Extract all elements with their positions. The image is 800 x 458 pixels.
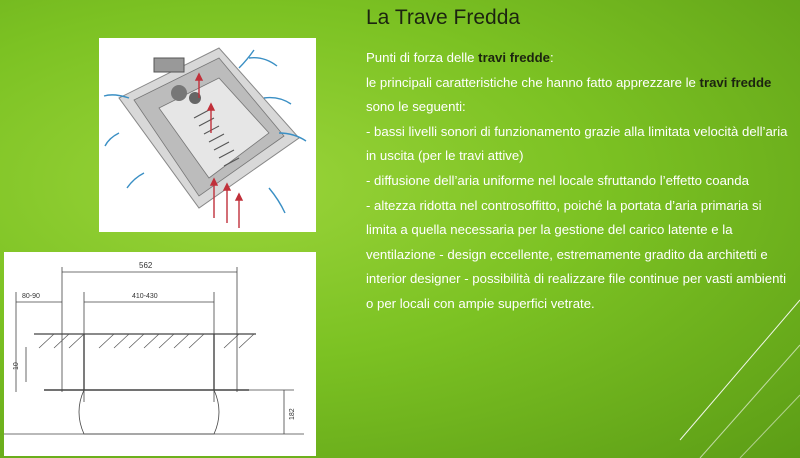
highlight-text: travi fredde <box>478 50 550 65</box>
body-paragraph <box>366 194 796 317</box>
technical-drawing-image <box>4 252 316 456</box>
dim-left-label: 80-90 <box>22 293 40 300</box>
body-text-segment: - diffusione dell’aria uniforme nel locale sfruttando l’effetto coanda <box>366 172 749 188</box>
dim-overall-label: 562 <box>139 261 153 270</box>
highlight-text: travi fredde <box>699 74 772 90</box>
body-paragraph <box>366 71 796 120</box>
dim-vertical-right-label: 182 <box>289 408 296 420</box>
body-text-segment: - bassi livelli sonori di funzionamento grazie alla limitata velocità dell’aria in uscita (per le travi attive) <box>366 123 788 164</box>
body-text-segment: Punti di forza delle <box>366 50 479 65</box>
cold-beam-3d-image <box>99 38 316 232</box>
body-text-segment: : <box>550 50 554 65</box>
body-paragraph <box>366 169 796 194</box>
dim-middle-label: 410-430 <box>132 293 158 300</box>
body-paragraph <box>366 120 796 169</box>
body-paragraph <box>366 46 796 71</box>
slide-title: La Trave Fredda <box>366 6 521 29</box>
dim-vertical-left-label: 10 <box>13 362 20 370</box>
body-text-segment: le principali caratteristiche che hanno fatto apprezzare le <box>366 74 700 90</box>
body-text-segment: - altezza ridotta nel controsoffitto, poiché la portata d’aria primaria si limita a quella necessaria per la gestione del carico latente e la ventilazione - design eccellente, estremamente gradito da architetti e interior designer - possibilità di realizzare file continue per vasti ambienti o per locali con ampie superfici vetrate. <box>366 197 787 311</box>
slide-body <box>366 46 796 317</box>
body-text-segment: sono le seguenti: <box>366 99 466 115</box>
